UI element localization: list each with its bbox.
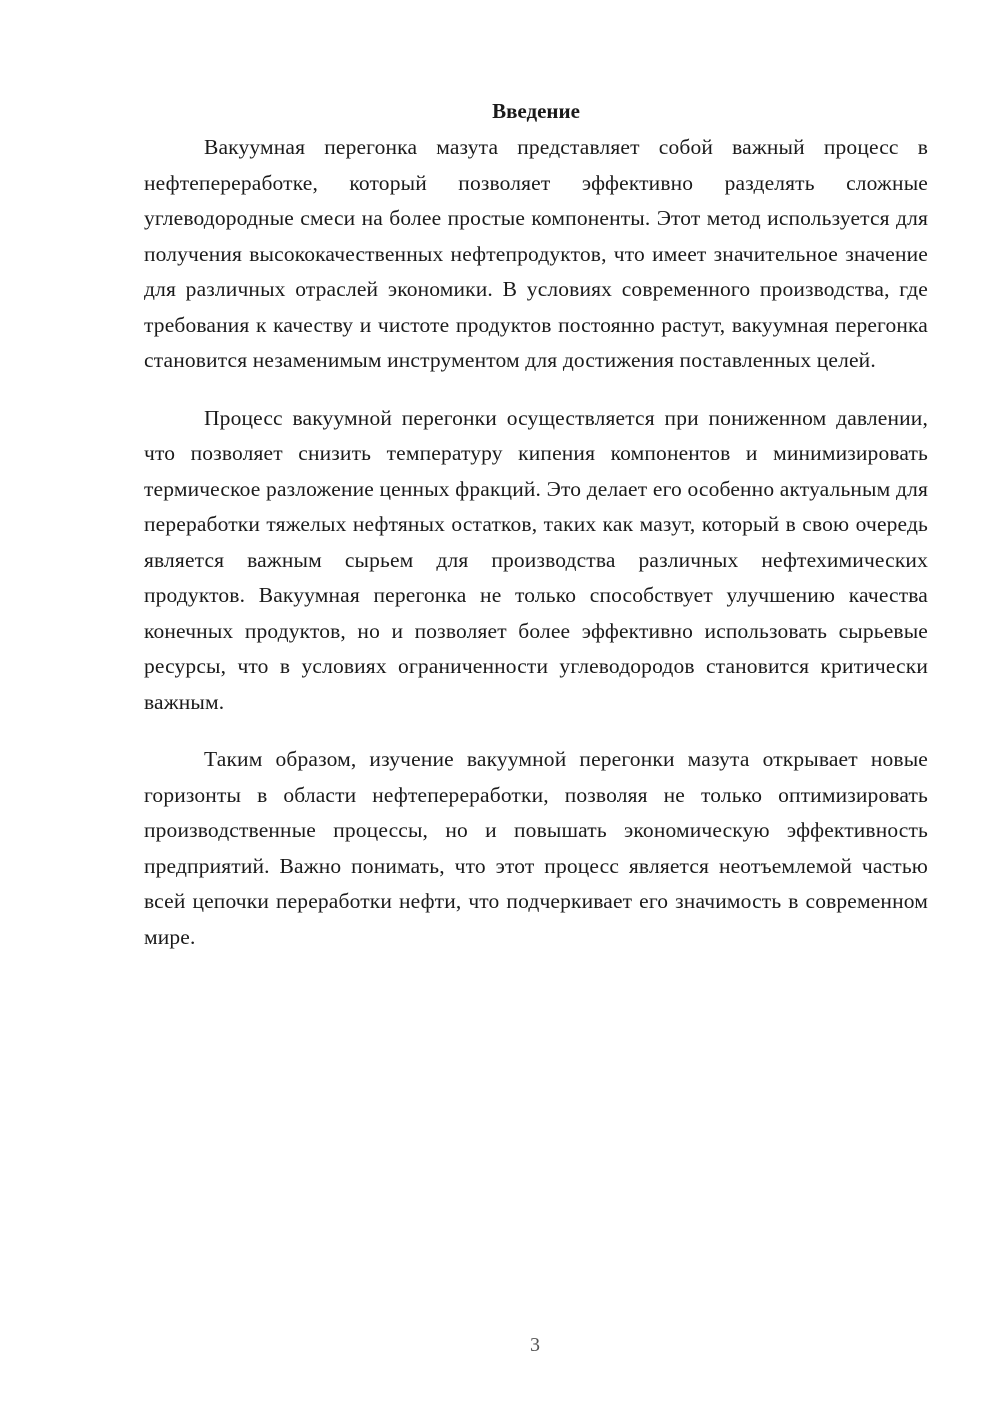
section-title: Введение — [492, 99, 580, 123]
paragraph-2: Процесс вакуумной перегонки осуществляется при пониженном давлении, что позволяет снизить температуру кипения компонентов и минимизировать термическое разложение ценных фракций. Это делает его особенно актуальным для переработки тяжелых нефтяных остатков, таких как мазут, который в свою очередь является важным сырьем для производства различных нефтехимических продуктов. Вакуумная перегонка не только способствует улучшению качества конечных продуктов, но и позволяет более эффективно использовать сырьевые ресурсы, что в условиях ограниченности углеводородов становится критически важным. — [144, 405, 928, 714]
paragraph-3: Таким образом, изучение вакуумной перегонки мазута открывает новые горизонты в области нефтепереработки, позволяя не только оптимизировать производственные процессы, но и повышать экономическую эффективность предприятий. Важно понимать, что этот процесс является неотъемлемой частью всей цепочки переработки нефти, что подчеркивает его значимость в современном мире. — [144, 747, 928, 949]
page-number: 3 — [530, 1334, 540, 1356]
paragraph-1: Вакуумная перегонка мазута представляет собой важный процесс в нефтепереработке, который позволяет эффективно разделять сложные углеводородные смеси на более простые компоненты. Этот метод используется для получения высококачественных нефтепродуктов, что имеет значительное значение для различных отраслей экономики. В условиях современного производства, где требования к качеству и чистоте продуктов постоянно растут, вакуумная перегонка становится незаменимым инструментом для достижения поставленных целей. — [144, 135, 928, 372]
page-content — [144, 96, 928, 977]
